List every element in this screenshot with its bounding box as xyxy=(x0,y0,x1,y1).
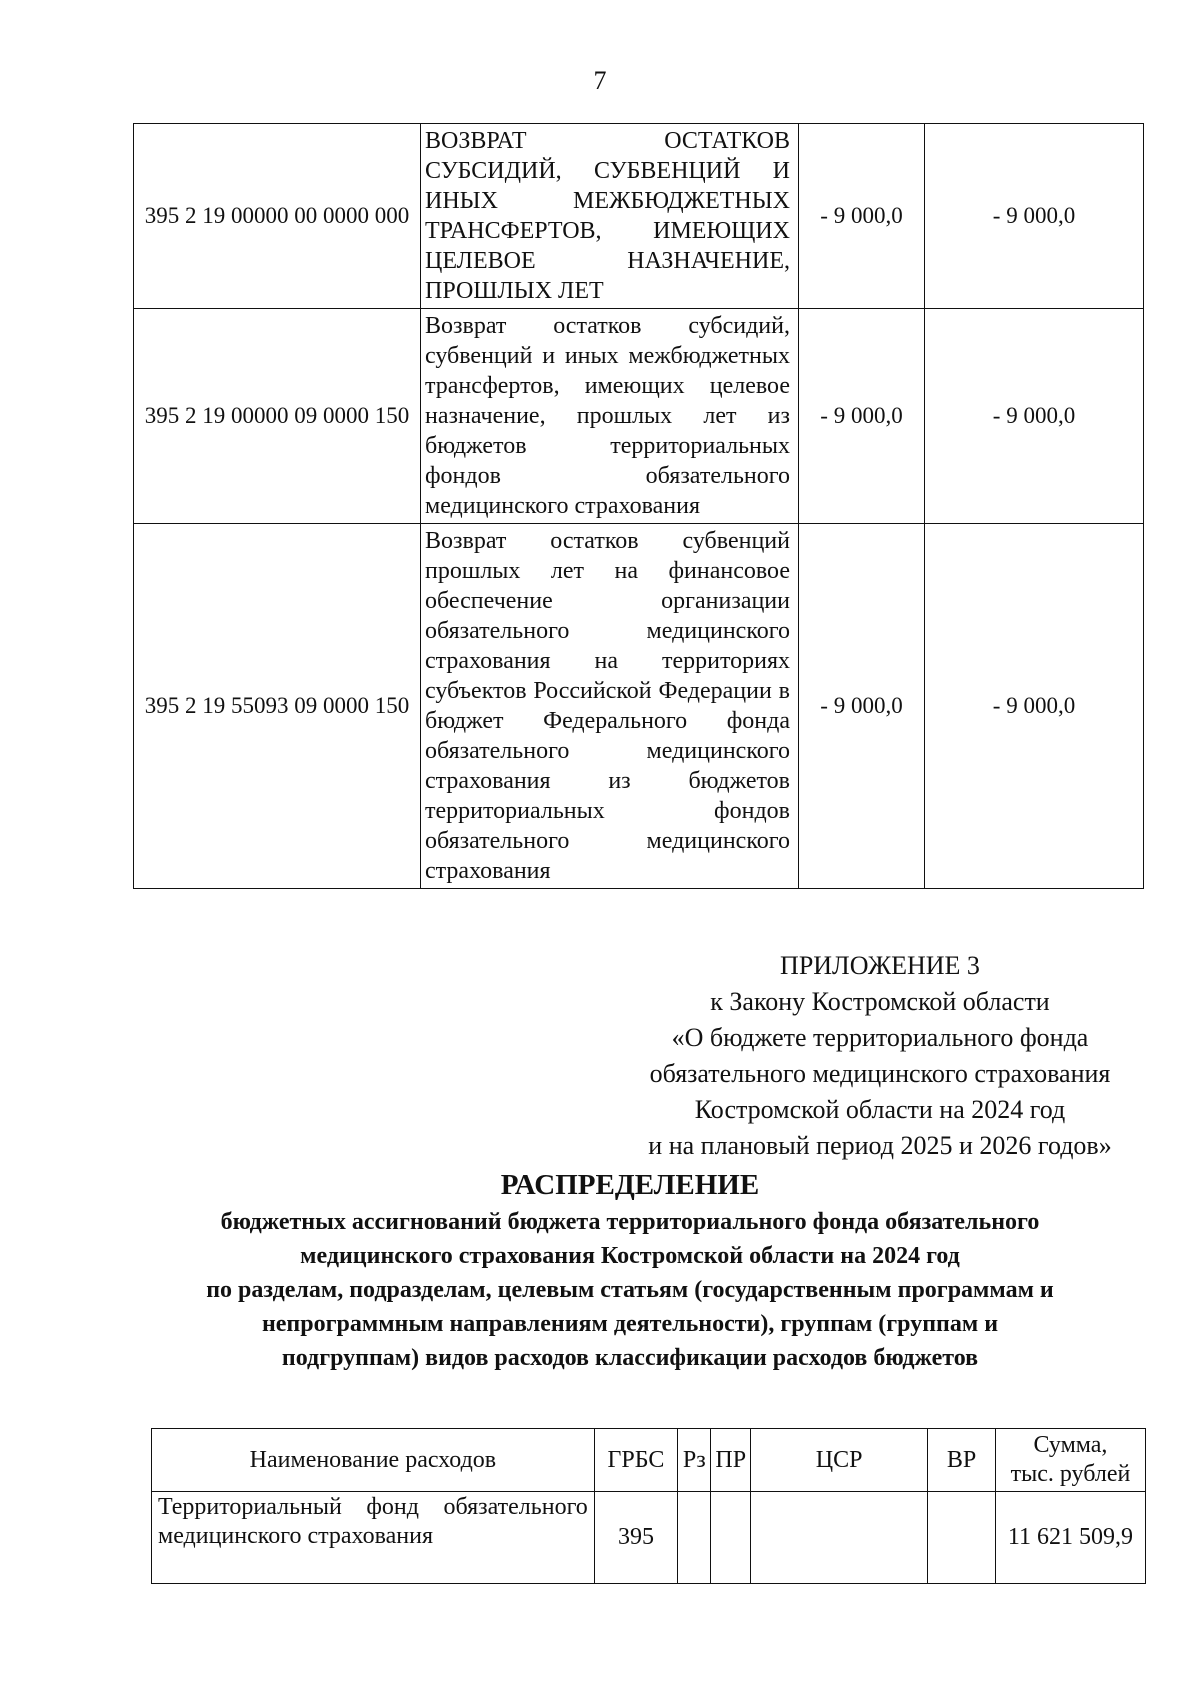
amount-2026: - 9 000,0 xyxy=(925,524,1144,889)
csr-cell xyxy=(751,1492,928,1584)
appendix-header xyxy=(610,948,1150,1164)
budget-code: 395 2 19 00000 09 0000 150 xyxy=(134,309,421,524)
appendix-line: Костромской области на 2024 год xyxy=(694,1095,1066,1124)
appendix-line: «О бюджете территориального фонда xyxy=(671,1023,1089,1052)
appendix-line: и на плановый период 2025 и 2026 годов» xyxy=(648,1131,1112,1160)
revenue-table xyxy=(133,123,1144,889)
header-sum-line: тыс. рублей xyxy=(1010,1461,1131,1487)
title-line: непрограммным направлениям деятельности), группам (группам и xyxy=(261,1311,999,1337)
header-grbs: ГРБС xyxy=(594,1429,677,1492)
amount-2025: - 9 000,0 xyxy=(799,524,925,889)
header-csr: ЦСР xyxy=(751,1429,928,1492)
amount-2026: - 9 000,0 xyxy=(925,309,1144,524)
header-pr: ПР xyxy=(711,1429,751,1492)
table-header-row xyxy=(152,1429,1146,1492)
expenditure-table xyxy=(151,1428,1146,1584)
rz-cell xyxy=(678,1492,711,1584)
pr-cell xyxy=(711,1492,751,1584)
header-sum-line: Сумма, xyxy=(1033,1432,1108,1458)
grbs-cell: 395 xyxy=(594,1492,677,1584)
header-rz: Рз xyxy=(678,1429,711,1492)
title-line: подгруппам) видов расходов классификации расходов бюджетов xyxy=(281,1345,979,1371)
appendix-line: к Закону Костромской области xyxy=(710,987,1050,1016)
amount-2025: - 9 000,0 xyxy=(799,124,925,309)
appendix-line: обязательного медицинского страхования xyxy=(649,1059,1111,1088)
page-number: 7 xyxy=(593,66,607,95)
table-row xyxy=(134,524,1144,889)
description: ВОЗВРАТ ОСТАТКОВ СУБСИДИЙ, СУБВЕНЦИЙ И ИНЫХ МЕЖБЮДЖЕТНЫХ ТРАНСФЕРТОВ, ИМЕЮЩИХ ЦЕЛЕВОЕ НАЗНАЧЕНИЕ, ПРОШЛЫХ ЛЕТ xyxy=(421,124,799,309)
header-sum xyxy=(995,1429,1145,1492)
header-vr: ВР xyxy=(928,1429,996,1492)
title-main: РАСПРЕДЕЛЕНИЕ xyxy=(500,1169,760,1201)
title-line: медицинского страхования Костромской области на 2024 год xyxy=(300,1243,960,1269)
title-line: по разделам, подразделам, целевым статьям (государственным программам и xyxy=(206,1277,1054,1303)
title-line: бюджетных ассигнований бюджета территориального фонда обязательного xyxy=(220,1209,1040,1235)
document-title xyxy=(130,1165,1130,1375)
amount-2026: - 9 000,0 xyxy=(925,124,1144,309)
appendix-title: ПРИЛОЖЕНИЕ 3 xyxy=(780,951,980,980)
table-row xyxy=(134,124,1144,309)
description: Возврат остатков субвенций прошлых лет на финансовое обеспечение организации обязательного медицинского страхования на территориях субъектов Российской Федерации в бюджет Федерального фонда обязательного медицинского страхования из бюджетов территориальных фондов обязательного медицинского страхования xyxy=(421,524,799,889)
vr-cell xyxy=(928,1492,996,1584)
header-name: Наименование расходов xyxy=(152,1429,595,1492)
table-row xyxy=(152,1492,1146,1584)
table-row xyxy=(134,309,1144,524)
expense-name: Территориальный фонд обязательного медицинского страхования xyxy=(152,1492,595,1584)
budget-code: 395 2 19 00000 00 0000 000 xyxy=(134,124,421,309)
budget-code: 395 2 19 55093 09 0000 150 xyxy=(134,524,421,889)
sum-cell: 11 621 509,9 xyxy=(995,1492,1145,1584)
amount-2025: - 9 000,0 xyxy=(799,309,925,524)
description: Возврат остатков субсидий, субвенций и иных межбюджетных трансфертов, имеющих целевое назначение, прошлых лет из бюджетов территориальных фондов обязательного медицинского страхования xyxy=(421,309,799,524)
